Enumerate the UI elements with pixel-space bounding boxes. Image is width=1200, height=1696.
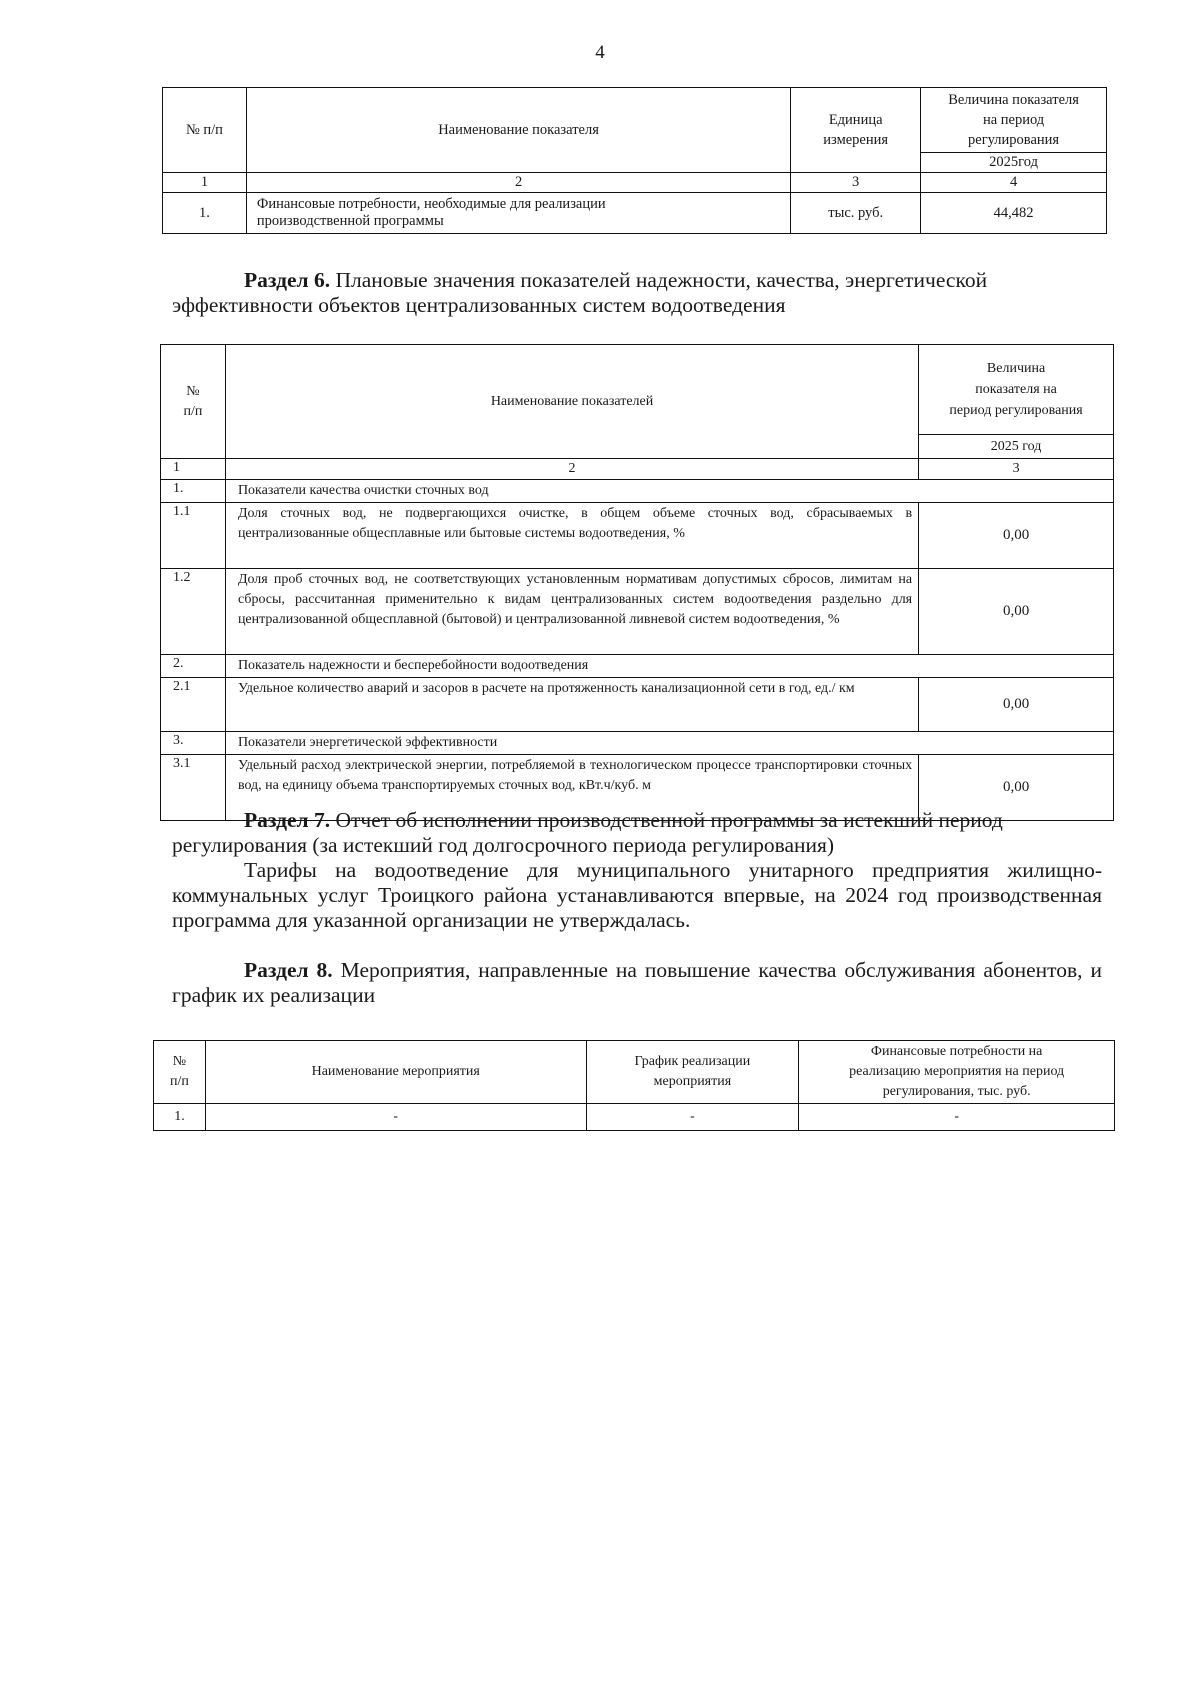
header-num: № п/п — [154, 1041, 206, 1104]
row-finance: - — [799, 1104, 1115, 1131]
table-row — [163, 193, 1107, 234]
row-unit: тыс. руб. — [791, 193, 921, 234]
row-name: Финансовые потребности, необходимые для реализации производственной программы — [246, 193, 790, 234]
row-schedule: - — [586, 1104, 799, 1131]
col-number: 2 — [246, 173, 790, 193]
indicators-table — [160, 344, 1114, 821]
section-6-heading — [172, 268, 1102, 318]
section-7-label: Раздел 7. — [244, 808, 331, 832]
section-7-heading — [172, 808, 1102, 858]
row-value: 0,00 — [919, 678, 1114, 732]
section-8-heading — [172, 958, 1102, 1008]
col-number: 1 — [161, 459, 226, 480]
group-title: Показатели энергетической эффективности — [225, 732, 1113, 755]
group-num: 2. — [161, 655, 226, 678]
group-title: Показатели качества очистки сточных вод — [225, 480, 1113, 503]
row-text: Доля проб сточных вод, не соответствующих установленным нормативам допустимых сбросов, лимитам на сбросы, рассчитанная применительно к видам централизованных систем водоотведения раздельно для централизованной общесплавной (бытовой) и централизованной ливневой систем водоотведения, % — [225, 569, 918, 655]
header-year: 2025 год — [919, 435, 1114, 459]
row-value: 0,00 — [919, 503, 1114, 569]
section-7 — [172, 808, 1102, 933]
row-num: 3.1 — [161, 755, 226, 821]
measures-table — [153, 1040, 1115, 1131]
row-value: 0,00 — [919, 569, 1114, 655]
group-num: 1. — [161, 480, 226, 503]
row-text: Удельный расход электрической энергии, потребляемой в технологическом процессе транспортировки сточных вод, на единицу объема транспортируемых сточных вод, кВт.ч/куб. м — [225, 755, 918, 821]
table-row — [161, 569, 1114, 655]
header-value: Величина показателя на период регулирования — [921, 88, 1107, 153]
row-num: 1. — [163, 193, 247, 234]
page-number: 4 — [595, 42, 605, 63]
section-6-text: Плановые значения показателей надежности, качества, энергетической эффективности объектов централизованных систем водоотведения — [172, 268, 988, 317]
financial-needs-table — [162, 87, 1107, 234]
header-name: Наименование мероприятия — [205, 1041, 586, 1104]
row-num: 1. — [154, 1104, 206, 1131]
row-num: 2.1 — [161, 678, 226, 732]
header-year: 2025год — [921, 153, 1107, 173]
row-num: 1.2 — [161, 569, 226, 655]
row-value: 44,482 — [921, 193, 1107, 234]
group-title: Показатель надежности и бесперебойности водоотведения — [225, 655, 1113, 678]
row-value: 0,00 — [919, 755, 1114, 821]
col-number: 3 — [919, 459, 1114, 480]
section-6-label: Раздел 6. — [244, 268, 331, 292]
group-num: 3. — [161, 732, 226, 755]
row-text: Доля сточных вод, не подвергающихся очистке, в общем объеме сточных вод, сбрасываемых в централизованные общесплавные или бытовые системы водоотведения, % — [225, 503, 918, 569]
header-num: № п/п — [163, 88, 247, 173]
header-schedule: График реализации мероприятия — [586, 1041, 799, 1104]
header-finance: Финансовые потребности на реализацию мероприятия на период регулирования, тыс. руб. — [799, 1041, 1115, 1104]
col-number: 3 — [791, 173, 921, 193]
group-row — [161, 655, 1114, 678]
header-name: Наименование показателей — [225, 345, 918, 459]
section-7-paragraph: Тарифы на водоотведение для муниципального унитарного предприятия жилищно-коммунальных услуг Троицкого района устанавливаются впервые, на 2024 год производственная программа для указанной организации не утверждалась. — [172, 858, 1102, 932]
col-number: 1 — [163, 173, 247, 193]
header-num: № п/п — [161, 345, 226, 459]
row-name: - — [205, 1104, 586, 1131]
table-row — [161, 678, 1114, 732]
col-number: 4 — [921, 173, 1107, 193]
section-8-label: Раздел 8. — [244, 958, 333, 982]
header-value: Величина показателя на период регулирования — [919, 345, 1114, 435]
col-number: 2 — [225, 459, 918, 480]
row-text: Удельное количество аварий и засоров в расчете на протяженность канализационной сети в год, ед./ км — [225, 678, 918, 732]
header-name: Наименование показателя — [246, 88, 790, 173]
table-row — [154, 1104, 1115, 1131]
section-7-text: Отчет об исполнении производственной программы за истекший период регулирования (за истекший год долгосрочного периода регулирования) — [172, 808, 1003, 857]
table-row — [161, 503, 1114, 569]
group-row — [161, 480, 1114, 503]
group-row — [161, 732, 1114, 755]
header-unit: Единица измерения — [791, 88, 921, 173]
row-num: 1.1 — [161, 503, 226, 569]
section-8-text: Мероприятия, направленные на повышение качества обслуживания абонентов, и график их реализации — [172, 958, 1103, 1007]
